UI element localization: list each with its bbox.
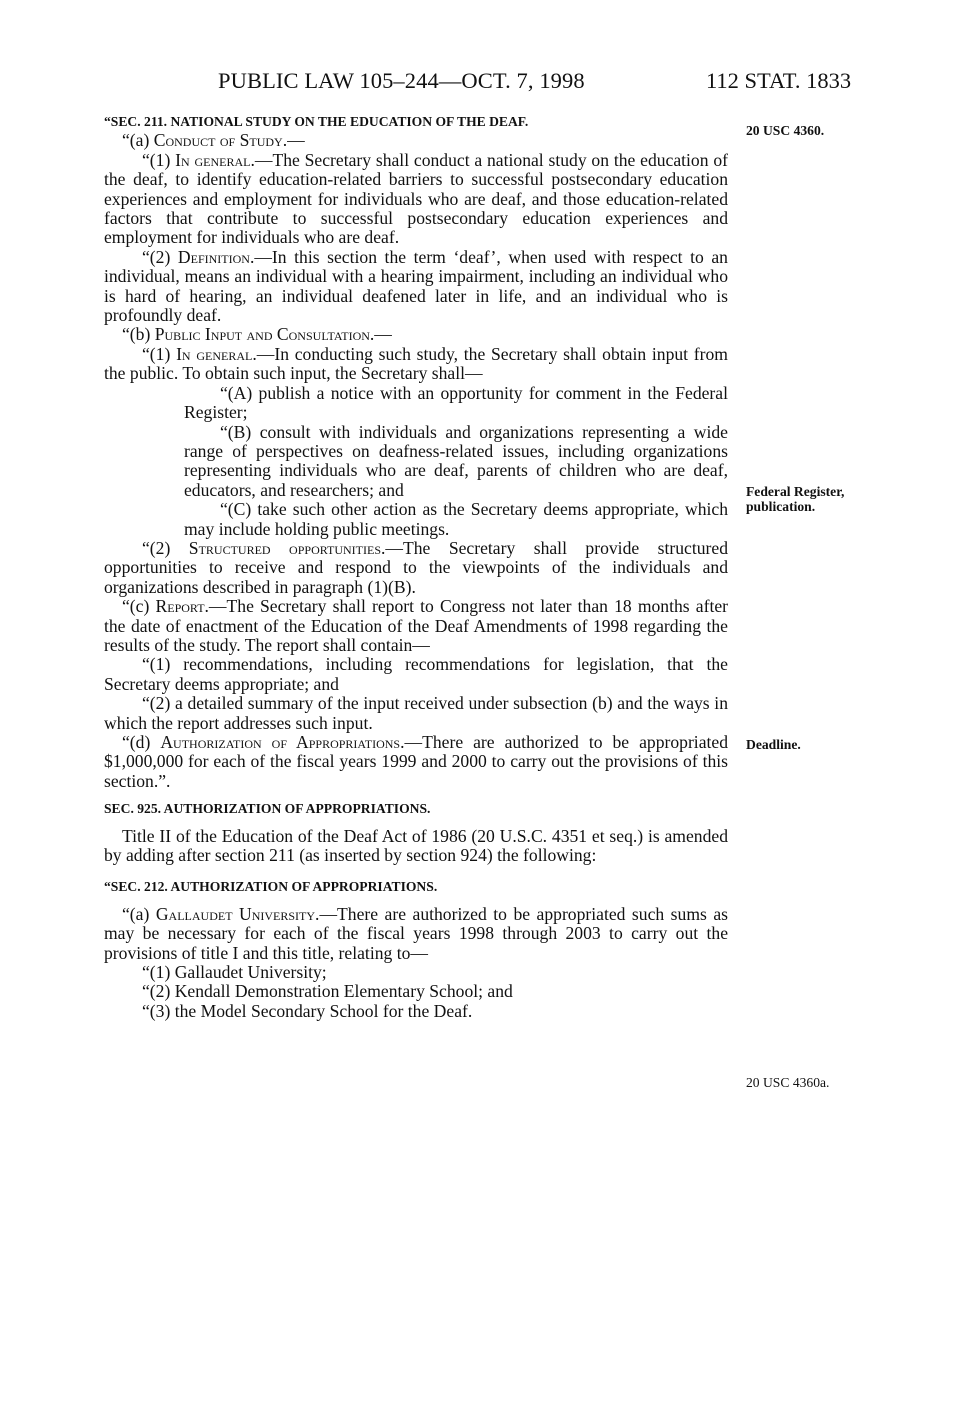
label: “(a) xyxy=(122,130,154,151)
label: “(c) xyxy=(122,596,156,617)
paragraph-text: .—In this section the term ‘deaf’, when used with respect to an individual, means an individual with a hearing impairment, including an individual who is hard of hearing, an individual deafened later in life, and an individual who is profoundly deaf. xyxy=(104,246,728,326)
subsection-d xyxy=(104,733,728,791)
small-caps-heading: Authorization of Appropriations xyxy=(160,732,401,752)
paragraph-text: .—The Secretary shall provide structured opportunities to receive and respond to the viewpoints of the individuals and organizations described in paragraph (1)(B). xyxy=(104,537,728,597)
spacer xyxy=(104,865,728,877)
paragraph-b2 xyxy=(104,539,728,597)
document-body xyxy=(104,112,728,1021)
section-212-item-3: “(3) the Model Secondary School for the Deaf. xyxy=(142,1000,473,1021)
section-212-item-2: “(2) Kendall Demonstration Elementary School; and xyxy=(142,981,513,1002)
label: “(1) xyxy=(142,343,177,364)
small-caps-heading: Structured opportunities xyxy=(188,537,382,558)
paragraph-text: .—In conducting such study, the Secretary shall obtain input from the public. To obtain such input, the Secretary shall— xyxy=(104,343,728,384)
paragraph-a1 xyxy=(104,151,728,248)
small-caps-heading: In general xyxy=(175,149,251,170)
subsection-b-heading xyxy=(104,325,728,344)
label: “(d) xyxy=(122,732,161,752)
section-212-a xyxy=(104,905,728,963)
running-header-stat: 112 STAT. 1833 xyxy=(706,68,852,93)
section-heading-925: SEC. 925. AUTHORIZATION OF APPROPRIATIONS. xyxy=(104,801,431,817)
section-925-text: Title II of the Education of the Deaf Act of 1986 (20 U.S.C. 4351 et seq.) is amended by adding after section 211 (as inserted by section 924) the following: xyxy=(104,825,728,866)
label: “(2) xyxy=(142,537,189,558)
label: “(b) xyxy=(122,324,155,345)
paragraph-c1: “(1) recommendations, including recommendations for legislation, that the Secretary deems appropriate; and xyxy=(104,654,728,694)
spacer xyxy=(104,791,728,799)
paragraph-text: .—There are authorized to be appropriated $1,000,000 for each of the fiscal years 1999 and 2000 to carry out the provisions of this section.”. xyxy=(104,732,728,791)
margin-note-line: publication. xyxy=(746,499,816,514)
label: .— xyxy=(369,324,392,345)
section-212-item-1: “(1) Gallaudet University; xyxy=(142,962,327,983)
small-caps-heading: Gallaudet University xyxy=(155,903,316,924)
paragraph-text: .—There are authorized to be appropriated such sums as may be necessary for each of the fiscal years 1998 through 2003 to carry out the provisions of title I and this title, relating to— xyxy=(104,903,728,963)
paragraph-b1 xyxy=(104,345,728,384)
small-caps-heading: Conduct of Study xyxy=(153,130,283,151)
subsection-a-heading xyxy=(104,131,728,150)
margin-note-line: Federal Register, xyxy=(746,484,845,499)
paragraph-c2: “(2) a detailed summary of the input received under subsection (b) and the ways in which the report addresses such input. xyxy=(104,693,728,733)
section-heading-211: “SEC. 211. NATIONAL STUDY ON THE EDUCATION OF THE DEAF. xyxy=(104,114,529,129)
small-caps-heading: In general xyxy=(176,343,253,364)
small-caps-heading: Public Input and Consultation xyxy=(154,324,370,345)
label: .— xyxy=(282,130,305,151)
label: “(2) xyxy=(142,246,178,267)
label: “(1) xyxy=(142,149,176,170)
margin-note-usc-4360a: 20 USC 4360a. xyxy=(746,1075,830,1090)
subparagraph-bB: “(B) consult with individuals and organizations representing a wide range of perspectives on deafness-related issues, including organizations representing individuals who are deaf, parents of children who are deaf, educators, and researchers; and xyxy=(184,421,728,500)
label: “(a) xyxy=(122,903,156,924)
small-caps-heading: Definition xyxy=(177,246,250,267)
running-header-title: PUBLIC LAW 105–244—OCT. 7, 1998 xyxy=(218,68,585,93)
paragraph-a2 xyxy=(104,248,728,326)
subparagraph-bC: “(C) take such other action as the Secretary deems appropriate, which may include holding public meetings. xyxy=(184,499,728,539)
margin-note-deadline: Deadline. xyxy=(746,737,801,752)
paragraph-text: .—The Secretary shall report to Congress not later than 18 months after the date of enactment of the Education of the Deaf Amendments of 1998 regarding the results of the study. The report shall contain— xyxy=(104,596,729,655)
paragraph-text: .—The Secretary shall conduct a national study on the education of the deaf, to identify education-related barriers to successful postsecondary education experiences and employment for individuals who are deaf, and those education-related factors that contribute to successful postsecondary education experiences and employment for individuals who are deaf. xyxy=(104,149,728,248)
margin-note-usc-4360: 20 USC 4360. xyxy=(746,123,825,138)
section-heading-212: “SEC. 212. AUTHORIZATION OF APPROPRIATIONS. xyxy=(104,879,438,895)
subsection-c xyxy=(104,597,728,655)
small-caps-heading: Report xyxy=(155,596,205,617)
subparagraph-bA: “(A) publish a notice with an opportunity for comment in the Federal Register; xyxy=(184,382,728,423)
margin-note-federal-register xyxy=(746,484,844,514)
